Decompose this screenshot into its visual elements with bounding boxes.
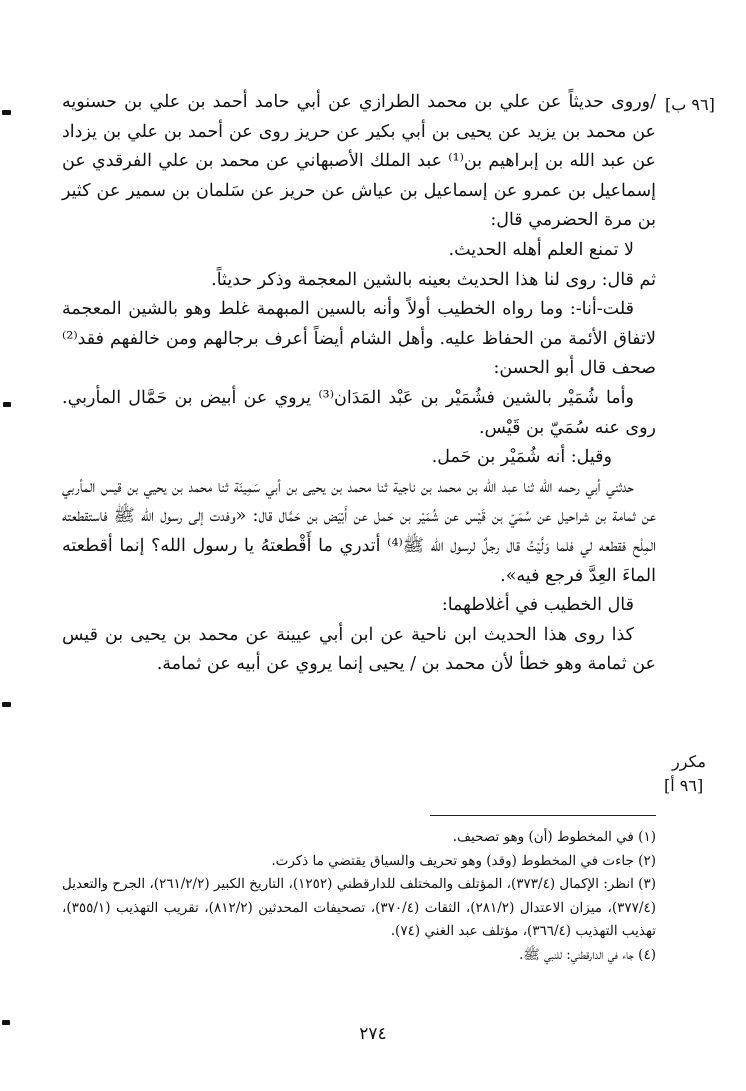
scan-mark — [2, 1020, 10, 1025]
footnote-4: (٤) جاء في الدارقطني: للنبي ﷺ. — [519, 946, 656, 963]
manuscript-folio-marker-top: [٩٦ ب] — [665, 95, 715, 114]
paragraph-khatib-heading: قال الخطيب في أغلاطهما: — [441, 595, 634, 616]
paragraph-it-was-said: وقيل: أنه شُمَيْر بن حَمل. — [431, 447, 612, 468]
paragraph-shumayr: وأما شُمَيْر بالشين فشُمَيْر بن عَبْد المَدَان⁽³⁾ يروي عن أبيض بن حَمَّال المأربي. روى عنه سُمَيّ بن قَيْس. — [62, 387, 656, 438]
page-number: ٢٧٤ — [359, 1024, 387, 1044]
footnote-2: (٢) جاءت في المخطوط (وقد) وهو تحريف والسياق يقتضي ما ذكرت. — [271, 852, 656, 869]
paragraph-hadith-chain: حدثني أبي رحمه الله ثنا عبد الله بن محمد بن ناجية ثنا محمد بن يحيى بن أبي سَمِينَة ثنا محمد بن يحيي بن قيس المأربي عن ثمامة بن شراحيل عن سُمَيّ بن قَيْس عن شُمَيْر بن حَمل عن أَبْيَض بن حَمَّال قال: «وفدت إلى رسول الله ﷺ فاستقطعته المِلْح فقطعه لي فلما وَلَّيْتُ قال رجلٌ لرسول الله ﷺ⁽⁴⁾ أتدري ما أَقْطعتهُ يا رسول الله؟ إنما أقطعته الماءَ العِدَّ فرجع فيه». — [62, 476, 656, 586]
footnotes — [62, 826, 656, 967]
paragraph-then-said: ثم قال: روى لنا هذا الحديث بعينه بالشين المعجمة وذكر حديثاً. — [211, 269, 656, 290]
footnote-separator — [430, 815, 656, 816]
paragraph-hadith-text: لا تمنع العلم أهله الحديث. — [448, 239, 634, 260]
paragraph-isnad: /وروى حديثاً عن علي بن محمد الطرازي عن أبي حامد أحمد بن علي بن حسنويه عن محمد بن يزيد عن يحيى بن أبي بكير عن حريز روى عن أحمد بن علي بن يزداد عن عبد الله بن إبراهيم بن⁽¹⁾ عبد الملك الأصبهاني عن محمد بن علي الفرقدي عن إسماعيل بن عمرو عن إسماعيل بن عياش عن حريز عن سَلمان بن سمير عن كثير بن مرة الحضرمي قال: — [62, 92, 656, 231]
main-text — [62, 88, 656, 680]
footnote-3: (٣) انظر: الإكمال (٣٧٣/٤)، المؤتلف والمختلف للدارقطني (١٢٥٢)، التاريخ الكبير (٢٦١/٢/٢)، الجرح والتعديل (٣٧٧/٤)، ميزان الاعتدال (٢٨١/٢)، الثقات (٣٧٠/٤)، تصحيفات المحدثين (٨١٢/٢)، تقريب التهذيب (٣٥٥/١)، تهذيب التهذيب (٣٦٦/٤)، مؤتلف عبد الغني (٧٤). — [62, 876, 656, 939]
paragraph-author-note: قلت-أنا-: وما رواه الخطيب أولاً وأنه بالسين المبهمة غلط وهو بالشين المعجمة لاتفاق الأئمة من الحفاظ عليه. وأهل الشام أيضاً أعرف برجالهم ومن خالفهم فقد⁽²⁾ صحف قال أبو الحسن: — [62, 299, 656, 379]
scan-mark — [3, 402, 11, 407]
paragraph-khatib-comment: كذا روى هذا الحديث ابن ناحية عن ابن أبي عيينة عن محمد بن يحيى بن قيس عن ثمامة وهو خطأ لأن محمد بن / يحيى إنما يروي عن أبيه عن ثمامة. — [62, 624, 656, 675]
repeated-note-marker: مكرر — [672, 752, 706, 771]
scan-mark — [2, 702, 11, 707]
scan-mark — [2, 110, 11, 115]
footnote-1: (١) في المخطوط (أن) وهو تصحيف. — [452, 829, 656, 845]
manuscript-folio-marker-bottom: [٩٦ أ] — [664, 776, 704, 795]
